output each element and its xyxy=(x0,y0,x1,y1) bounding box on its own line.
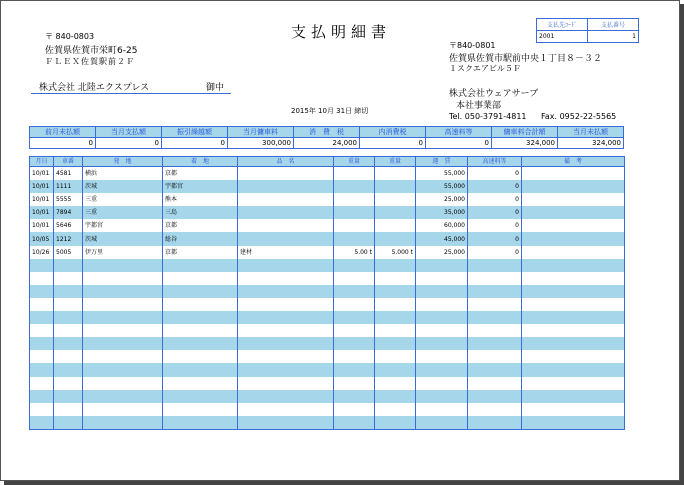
detail-header: 運 賃 xyxy=(416,157,468,167)
table-row xyxy=(30,193,625,206)
detail-cell: 7894 xyxy=(54,206,83,219)
detail-cell xyxy=(522,311,625,324)
detail-cell xyxy=(163,350,238,363)
detail-cell xyxy=(468,377,522,390)
detail-cell xyxy=(83,285,163,298)
detail-header: 発 地 xyxy=(83,157,163,167)
table-row xyxy=(30,337,625,350)
detail-cell xyxy=(416,259,468,272)
sender-address-2: ＦＬＥＸ佐賀駅前２Ｆ xyxy=(45,57,135,66)
detail-cell xyxy=(468,324,522,337)
summary-value: 0 xyxy=(426,138,492,149)
detail-cell xyxy=(468,363,522,376)
detail-cell xyxy=(54,324,83,337)
detail-cell xyxy=(30,390,54,403)
detail-cell xyxy=(54,403,83,416)
detail-cell: 5646 xyxy=(54,219,83,232)
detail-cell xyxy=(83,272,163,285)
detail-cell xyxy=(238,219,334,232)
summary-value: 324,000 xyxy=(558,138,624,149)
detail-cell xyxy=(334,298,375,311)
detail-cell: 10/01 xyxy=(30,193,54,206)
table-row xyxy=(30,232,625,245)
detail-cell xyxy=(416,311,468,324)
table-row xyxy=(30,246,625,259)
detail-cell xyxy=(468,403,522,416)
company-fax: Fax. 0952-22-5565 xyxy=(541,112,617,121)
table-row xyxy=(30,298,625,311)
detail-cell: 45,000 xyxy=(416,232,468,245)
detail-cell xyxy=(468,390,522,403)
detail-cell: 10/26 xyxy=(30,246,54,259)
detail-cell xyxy=(238,272,334,285)
table-row xyxy=(30,377,625,390)
detail-cell: 5005 xyxy=(54,246,83,259)
company-name: 株式会社ウェアサーブ xyxy=(449,89,539,99)
summary-header: 前月未払額 xyxy=(30,127,96,138)
detail-cell xyxy=(30,272,54,285)
summary-value: 0 xyxy=(30,138,96,149)
detail-cell xyxy=(468,259,522,272)
summary-value: 24,000 xyxy=(294,138,360,149)
summary-header: 傭車料合計額 xyxy=(492,127,558,138)
detail-cell: 10/01 xyxy=(30,180,54,193)
detail-cell xyxy=(54,337,83,350)
detail-cell xyxy=(30,259,54,272)
detail-cell xyxy=(468,272,522,285)
detail-cell xyxy=(334,285,375,298)
detail-cell xyxy=(238,298,334,311)
table-row xyxy=(30,219,625,232)
detail-cell xyxy=(30,403,54,416)
detail-cell xyxy=(334,272,375,285)
detail-cell xyxy=(83,324,163,337)
detail-cell: 0 xyxy=(468,193,522,206)
table-row xyxy=(30,363,625,376)
detail-cell xyxy=(375,324,416,337)
detail-cell xyxy=(416,272,468,285)
detail-cell xyxy=(522,324,625,337)
detail-cell xyxy=(522,259,625,272)
detail-cell: 建材 xyxy=(238,246,334,259)
detail-cell xyxy=(30,363,54,376)
detail-cell xyxy=(522,285,625,298)
detail-cell xyxy=(83,390,163,403)
detail-cell xyxy=(375,259,416,272)
detail-cell xyxy=(375,377,416,390)
table-row xyxy=(30,311,625,324)
detail-cell xyxy=(468,298,522,311)
detail-cell xyxy=(238,285,334,298)
detail-cell xyxy=(163,311,238,324)
summary-header: 当月未払額 xyxy=(558,127,624,138)
detail-cell: 1212 xyxy=(54,232,83,245)
detail-cell xyxy=(334,259,375,272)
detail-cell xyxy=(163,272,238,285)
summary-header: 振引繰越額 xyxy=(162,127,228,138)
detail-cell xyxy=(238,403,334,416)
detail-cell xyxy=(334,324,375,337)
detail-cell: 10/05 xyxy=(30,232,54,245)
company-tel: Tel. 050-3791-4811 xyxy=(449,112,527,121)
detail-cell xyxy=(416,350,468,363)
detail-cell: 35,000 xyxy=(416,206,468,219)
table-row xyxy=(30,259,625,272)
company-address-2: １スクエアビル５Ｆ xyxy=(449,64,521,73)
detail-cell xyxy=(238,311,334,324)
detail-cell xyxy=(416,377,468,390)
detail-cell xyxy=(54,259,83,272)
detail-cell: 三重 xyxy=(83,206,163,219)
detail-cell xyxy=(416,298,468,311)
detail-cell xyxy=(468,337,522,350)
detail-cell: 京都 xyxy=(163,167,238,181)
detail-cell: 25,000 xyxy=(416,246,468,259)
recipient-honorific: 御中 xyxy=(206,83,225,93)
detail-cell xyxy=(163,259,238,272)
closing-date: 2015年 10月 31日 締切 xyxy=(291,107,369,115)
detail-cell: 京都 xyxy=(163,219,238,232)
detail-cell xyxy=(375,298,416,311)
company-zip: 〒840-0801 xyxy=(449,41,496,50)
detail-cell xyxy=(30,285,54,298)
sender-zip: 〒 840-0803 xyxy=(45,32,95,41)
summary-header: 当月傭車料 xyxy=(228,127,294,138)
detail-cell: 0 xyxy=(468,246,522,259)
detail-cell xyxy=(522,206,625,219)
detail-cell xyxy=(30,324,54,337)
company-dept: 本社事業部 xyxy=(456,101,502,111)
summary-table xyxy=(29,126,624,149)
detail-cell xyxy=(334,337,375,350)
recipient-underline xyxy=(31,93,231,94)
detail-cell: 熊本 xyxy=(163,193,238,206)
detail-cell: 25,000 xyxy=(416,193,468,206)
detail-cell xyxy=(54,298,83,311)
detail-cell xyxy=(238,232,334,245)
detail-cell xyxy=(522,390,625,403)
detail-cell xyxy=(163,363,238,376)
detail-header: 備 考 xyxy=(522,157,625,167)
detail-cell xyxy=(83,416,163,430)
detail-cell xyxy=(375,337,416,350)
detail-cell xyxy=(238,167,334,181)
detail-cell xyxy=(163,377,238,390)
detail-cell xyxy=(30,337,54,350)
detail-cell: 宇都宮 xyxy=(83,219,163,232)
detail-cell xyxy=(522,416,625,430)
detail-cell xyxy=(375,219,416,232)
detail-header: 着 地 xyxy=(163,157,238,167)
detail-cell xyxy=(522,232,625,245)
detail-cell xyxy=(54,377,83,390)
detail-cell xyxy=(30,311,54,324)
detail-cell xyxy=(238,390,334,403)
table-row xyxy=(30,285,625,298)
summary-value: 0 xyxy=(360,138,426,149)
detail-cell xyxy=(522,403,625,416)
detail-header: 重量 xyxy=(375,157,416,167)
detail-cell xyxy=(522,193,625,206)
detail-cell: 茨城 xyxy=(83,180,163,193)
detail-cell xyxy=(238,416,334,430)
detail-cell: 0 xyxy=(468,167,522,181)
detail-cell xyxy=(30,416,54,430)
detail-cell xyxy=(334,311,375,324)
detail-cell xyxy=(334,206,375,219)
detail-cell xyxy=(334,390,375,403)
detail-cell xyxy=(30,377,54,390)
detail-cell xyxy=(468,311,522,324)
detail-cell xyxy=(522,298,625,311)
detail-cell xyxy=(375,206,416,219)
detail-cell xyxy=(522,337,625,350)
detail-cell: 10/01 xyxy=(30,167,54,181)
table-row xyxy=(30,206,625,219)
detail-cell xyxy=(238,363,334,376)
detail-cell: 5555 xyxy=(54,193,83,206)
id-header-1: 支払先ｺｰﾄﾞ xyxy=(537,19,588,31)
detail-cell xyxy=(54,390,83,403)
table-row xyxy=(30,324,625,337)
document-title: 支払明細書 xyxy=(291,23,392,41)
detail-cell xyxy=(54,350,83,363)
detail-cell xyxy=(522,246,625,259)
detail-cell: 55,000 xyxy=(416,180,468,193)
detail-cell xyxy=(468,416,522,430)
detail-cell xyxy=(334,377,375,390)
detail-cell xyxy=(163,285,238,298)
detail-cell: 0 xyxy=(468,232,522,245)
table-row xyxy=(30,167,625,181)
detail-cell xyxy=(83,363,163,376)
detail-cell xyxy=(83,298,163,311)
detail-cell: 伊万里 xyxy=(83,246,163,259)
detail-cell xyxy=(375,350,416,363)
detail-cell: 茨城 xyxy=(83,232,163,245)
detail-cell: 三島 xyxy=(163,206,238,219)
detail-cell xyxy=(83,337,163,350)
detail-cell xyxy=(238,259,334,272)
detail-cell xyxy=(30,350,54,363)
detail-cell xyxy=(375,416,416,430)
id-box xyxy=(536,18,639,43)
summary-value: 0 xyxy=(162,138,228,149)
detail-cell xyxy=(416,403,468,416)
detail-cell xyxy=(83,377,163,390)
summary-value: 300,000 xyxy=(228,138,294,149)
detail-cell xyxy=(54,311,83,324)
detail-cell xyxy=(375,403,416,416)
table-row xyxy=(30,272,625,285)
detail-cell xyxy=(163,298,238,311)
detail-cell xyxy=(375,180,416,193)
detail-cell xyxy=(522,180,625,193)
detail-header: 高速料等 xyxy=(468,157,522,167)
detail-cell xyxy=(163,390,238,403)
id-header-2: 支払番号 xyxy=(588,19,639,31)
detail-header: 月日 xyxy=(30,157,54,167)
detail-cell xyxy=(83,311,163,324)
detail-cell xyxy=(416,363,468,376)
detail-cell: 10/01 xyxy=(30,206,54,219)
table-row xyxy=(30,350,625,363)
detail-header: 品 名 xyxy=(238,157,334,167)
detail-cell xyxy=(416,337,468,350)
detail-cell xyxy=(238,377,334,390)
detail-header: 重量 xyxy=(334,157,375,167)
detail-cell xyxy=(522,167,625,181)
detail-cell xyxy=(238,324,334,337)
detail-cell xyxy=(334,232,375,245)
detail-cell xyxy=(468,285,522,298)
detail-cell xyxy=(238,193,334,206)
summary-header: 内消費税 xyxy=(360,127,426,138)
detail-cell xyxy=(375,272,416,285)
id-value-2: 1 xyxy=(588,31,639,43)
detail-cell: 60,000 xyxy=(416,219,468,232)
detail-cell xyxy=(522,272,625,285)
detail-cell: 0 xyxy=(468,180,522,193)
detail-cell xyxy=(334,416,375,430)
detail-cell xyxy=(416,390,468,403)
detail-cell xyxy=(522,363,625,376)
detail-cell: 宇都宮 xyxy=(163,180,238,193)
table-row xyxy=(30,180,625,193)
recipient-name: 株式会社 北陸エクスプレス xyxy=(39,83,150,93)
detail-cell xyxy=(522,350,625,363)
detail-cell xyxy=(416,416,468,430)
detail-cell xyxy=(238,350,334,363)
detail-cell xyxy=(163,337,238,350)
company-address-1: 佐賀県佐賀市駅前中央１丁目８－３２ xyxy=(449,54,603,64)
summary-value: 324,000 xyxy=(492,138,558,149)
detail-cell xyxy=(163,324,238,337)
table-row xyxy=(30,416,625,430)
detail-cell xyxy=(334,219,375,232)
sender-address-1: 佐賀県佐賀市栄町6-25 xyxy=(45,46,138,56)
detail-cell: 5.00 t xyxy=(334,246,375,259)
detail-cell xyxy=(375,193,416,206)
summary-header: 高速料等 xyxy=(426,127,492,138)
detail-cell xyxy=(468,350,522,363)
detail-cell xyxy=(54,416,83,430)
detail-cell xyxy=(54,363,83,376)
detail-cell: 横浜 xyxy=(83,167,163,181)
detail-cell xyxy=(375,390,416,403)
detail-cell xyxy=(334,403,375,416)
detail-cell: 10/01 xyxy=(30,219,54,232)
detail-cell xyxy=(522,219,625,232)
detail-cell xyxy=(334,193,375,206)
detail-cell xyxy=(416,285,468,298)
detail-cell xyxy=(334,363,375,376)
detail-cell xyxy=(163,403,238,416)
detail-cell xyxy=(238,337,334,350)
detail-cell xyxy=(54,285,83,298)
summary-header: 当月支払額 xyxy=(96,127,162,138)
detail-header: 車番 xyxy=(54,157,83,167)
detail-cell xyxy=(522,377,625,390)
table-row xyxy=(30,403,625,416)
detail-cell: 4581 xyxy=(54,167,83,181)
detail-cell xyxy=(54,272,83,285)
detail-cell xyxy=(416,324,468,337)
detail-cell: 5.000 t xyxy=(375,246,416,259)
detail-cell xyxy=(238,206,334,219)
detail-cell xyxy=(238,180,334,193)
detail-cell xyxy=(375,311,416,324)
detail-table xyxy=(29,156,625,430)
detail-cell: 1111 xyxy=(54,180,83,193)
detail-cell xyxy=(375,232,416,245)
detail-cell xyxy=(375,285,416,298)
detail-cell xyxy=(83,350,163,363)
detail-cell: 0 xyxy=(468,206,522,219)
detail-cell: 0 xyxy=(468,219,522,232)
table-row xyxy=(30,390,625,403)
detail-cell xyxy=(83,403,163,416)
detail-cell: 55,000 xyxy=(416,167,468,181)
id-value-1: 2001 xyxy=(537,31,588,43)
detail-cell xyxy=(375,167,416,181)
detail-cell xyxy=(83,259,163,272)
detail-cell xyxy=(375,363,416,376)
detail-cell xyxy=(163,416,238,430)
detail-cell xyxy=(334,180,375,193)
detail-cell xyxy=(30,298,54,311)
summary-header: 消 費 税 xyxy=(294,127,360,138)
detail-cell xyxy=(334,350,375,363)
detail-cell xyxy=(334,167,375,181)
summary-value: 0 xyxy=(96,138,162,149)
detail-cell: 三重 xyxy=(83,193,163,206)
detail-cell: 総谷 xyxy=(163,232,238,245)
detail-cell: 京都 xyxy=(163,246,238,259)
